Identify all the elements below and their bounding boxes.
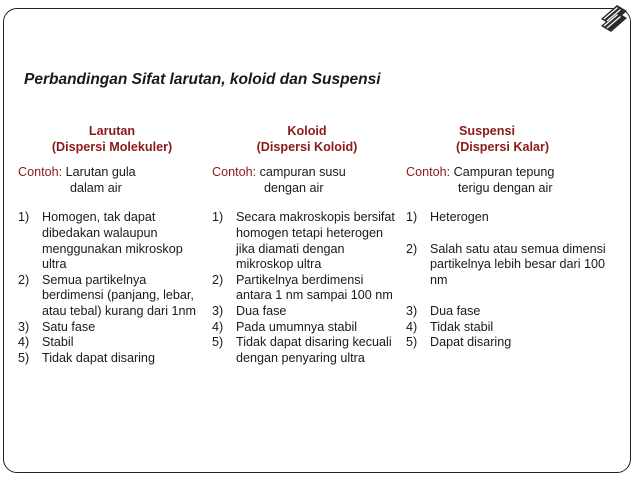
heading-line-1: Suspensi — [459, 124, 515, 138]
list-item — [212, 304, 402, 320]
heading-line-2: (Dispersi Molekuler) — [51, 139, 173, 154]
item-text: Secara makroskopis bersifat homogen tetapi heterogen jika diamati dengan mikroskop ultra — [236, 210, 395, 272]
page-title: Perbandingan Sifat larutan, koloid dan Suspensi — [24, 71, 381, 88]
item-number: 3) — [18, 319, 30, 334]
heading-line-2: (Dispersi Kalar) — [456, 139, 550, 154]
item-text: Dapat disaring — [430, 335, 512, 350]
column-larutan — [18, 124, 206, 366]
example-line-1: Campuran tepung — [450, 165, 555, 180]
example-text — [406, 165, 606, 196]
list-item — [18, 320, 206, 336]
item-number: 4) — [212, 319, 224, 334]
list-item — [406, 335, 606, 351]
item-text: Tidak dapat disaring — [42, 350, 155, 365]
item-number: 2) — [406, 241, 418, 256]
property-list — [406, 210, 606, 350]
column-suspensi — [406, 124, 606, 351]
example-label: Contoh: — [18, 165, 63, 180]
item-text: Satu fase — [42, 319, 96, 334]
example-text — [18, 165, 206, 196]
example-text — [212, 165, 402, 196]
list-item — [18, 351, 206, 367]
item-text: Stabil — [42, 335, 74, 350]
property-list — [212, 210, 402, 366]
list-item — [212, 320, 402, 336]
list-item — [212, 273, 402, 304]
item-text: Dua fase — [236, 303, 287, 318]
property-list — [18, 210, 206, 366]
heading-line-1: Koloid — [287, 124, 327, 138]
example-line-2: dengan air — [264, 180, 324, 195]
list-item — [18, 273, 206, 320]
item-text: Dua fase — [430, 303, 481, 318]
item-number: 5) — [18, 350, 30, 365]
heading-line-2: (Dispersi Koloid) — [256, 139, 358, 154]
item-text: Salah satu atau semua dimensi partikelnya lebih besar dari 100 nm — [430, 241, 606, 287]
item-number: 2) — [212, 272, 224, 287]
list-item — [406, 210, 606, 226]
heading-line-1: Larutan — [88, 124, 136, 138]
item-number: 4) — [406, 319, 418, 334]
item-text: Tidak dapat disaring kecuali dengan penyaring ultra — [236, 335, 392, 365]
item-text: Homogen, tak dapat dibedakan walaupun menggunakan mikroskop ultra — [42, 210, 183, 272]
column-heading — [406, 124, 606, 155]
list-item — [212, 210, 402, 272]
books-logo-icon — [598, 4, 630, 36]
item-number: 1) — [18, 210, 30, 225]
item-text: Heterogen — [430, 210, 489, 225]
item-number: 2) — [18, 272, 30, 287]
column-koloid — [212, 124, 402, 366]
list-item — [406, 304, 606, 320]
list-item — [406, 242, 606, 289]
item-number: 5) — [406, 335, 418, 350]
item-number: 4) — [18, 335, 30, 350]
list-item — [212, 335, 402, 366]
example-line-1: Larutan gula — [62, 165, 136, 180]
item-number: 1) — [406, 210, 418, 225]
item-text: Semua partikelnya berdimensi (panjang, lebar, atau tebal) kurang dari 1nm — [42, 272, 197, 318]
item-text: Pada umumnya stabil — [236, 319, 358, 334]
item-number: 5) — [212, 335, 224, 350]
item-number: 3) — [406, 303, 418, 318]
item-text: Partikelnya berdimensi antara 1 nm sampai 100 nm — [236, 272, 393, 303]
example-line-1: campuran susu — [256, 165, 346, 180]
column-heading — [212, 124, 402, 155]
column-heading — [18, 124, 206, 155]
example-line-2: terigu dengan air — [458, 180, 553, 195]
example-label: Contoh: — [406, 165, 451, 180]
item-number: 1) — [212, 210, 224, 225]
item-text: Tidak stabil — [430, 319, 494, 334]
item-number: 3) — [212, 303, 224, 318]
list-item — [18, 335, 206, 351]
list-item — [18, 210, 206, 272]
list-item — [406, 320, 606, 336]
example-line-2: dalam air — [70, 180, 122, 195]
example-label: Contoh: — [212, 165, 257, 180]
